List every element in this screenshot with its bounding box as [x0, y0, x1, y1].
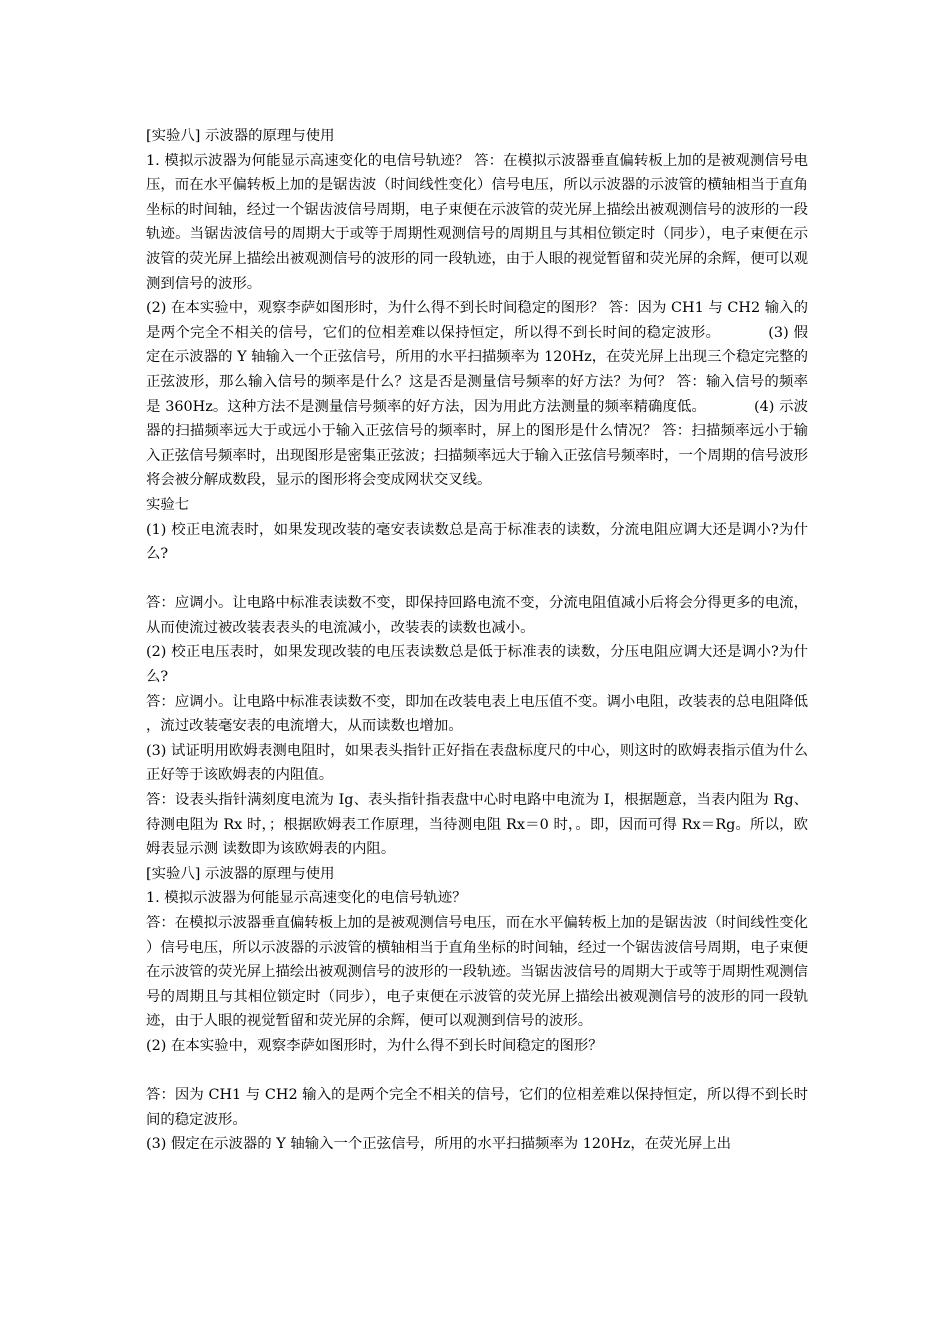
answer-text: 答：设表头指针满刻度电流为 Ig、表头指针指表盘中心时电路中电流为 I，根据题意，当表内阻为 Rg、待测电阻为 Rx 时，；根据欧姆表工作原理，当待测电阻 Rx＝0 时，。即，因而可得 Rx＝Rg。所以，欧姆表显示测 读数即为该欧姆表的内阻。: [146, 792, 808, 858]
question-text: (1) 校正电流表时，如果发现改装的毫安表读数总是高于标准表的读数，分流电阻应调大还是调小?为什么?: [146, 521, 808, 563]
section-heading-experiment-7: 实验七: [146, 496, 190, 513]
question-1-with-answer: 1. 模拟示波器为何能显示高速变化的电信号轨迹？ 答：在模拟示波器垂直偏转板上加的是被观测信号电压，而在水平偏转板上加的是锯齿波（时间线性变化）信号电压，所以示波器的示波管的横轴相当于直角坐标的时间轴，经过一个锯齿波信号周期，电子束便在示波管的荧光屏上描绘出被观测信号的波形的一段轨迹。当锯齿波信号的周期大于或等于周期性观测信号的周期且与其相位锁定时（同步），电子束便在示波管的荧光屏上描绘出被观测信号的波形的同一段轨迹，由于人眼的视觉暂留和荧光屏的余辉，便可以观测到信号的波形。: [146, 152, 808, 292]
answer-text: 答：在模拟示波器垂直偏转板上加的是被观测信号电压，而在水平偏转板上加的是锯齿波（时间线性变化）信号电压，所以示波器的示波管的横轴相当于直角坐标的时间轴，经过一个锯齿波信号周期，电子束便在示波管的荧光屏上描绘出被观测信号的波形的一段轨迹。当锯齿波信号的周期大于或等于周期性观测信号的周期且与其相位锁定时（同步），电子束便在示波管的荧光屏上描绘出被观测信号的波形的同一段轨迹，由于人眼的视觉暂留和荧光屏的余辉，便可以观测到信号的波形。: [146, 915, 808, 1030]
question-text: 1. 模拟示波器为何能显示高速变化的电信号轨迹？: [146, 890, 467, 907]
blank-line: [146, 567, 808, 592]
question-text: (3) 假定在示波器的 Y 轴输入一个正弦信号，所用的水平扫描频率为 120Hz，在荧光屏上出: [146, 1136, 732, 1153]
question-text: (3) 试证明用欧姆表测电阻时，如果表头指针正好指在表盘标度尺的中心，则这时的欧姆表指示值为什么正好等于该欧姆表的内阻值。: [146, 742, 808, 784]
answer-text: 答：应调小。让电路中标准表读数不变，即加在改装电表上电压值不变。调小电阻，改装表的总电阻降低，流过改装毫安表的电流增大，从而读数也增加。: [146, 693, 808, 735]
answer-text: 答：应调小。让电路中标准表读数不变，即保持回路电流不变，分流电阻值减小后将会分得更多的电流，从而使流过被改装表表头的电流减小，改装表的读数也减小。: [146, 595, 808, 636]
section-heading: [实验八] 示波器的原理与使用: [146, 128, 335, 144]
question-2-with-answer: (2) 在本实验中，观察李萨如图形时，为什么得不到长时间稳定的图形？ 答：因为 CH1 与 CH2 输入的是两个完全不相关的信号，它们的位相差难以保持恒定，所以得不到长时间的稳定波形。: [146, 300, 808, 341]
question-block: [146, 296, 808, 493]
question-text: (2) 在本实验中，观察李萨如图形时，为什么得不到长时间稳定的图形？: [146, 1037, 603, 1054]
question-text: (2) 校正电压表时，如果发现改装的电压表读数总是低于标准表的读数，分压电阻应调大还是调小?为什么?: [146, 644, 808, 686]
question-3-with-answer: (3) 假定在示波器的 Y 轴输入一个正弦信号，所用的水平扫描频率为 120Hz，在荧光屏上出现三个稳定完整的正弦波形，那么输入信号的频率是什么？这是否是测量信号频率的好方法？为何？ 答：输入信号的频率是 360Hz。这种方法不是测量信号频率的好方法，因为用此方法测量的频率精确度低。: [146, 324, 808, 415]
blank-line: [146, 1059, 808, 1084]
answer-text: 答：因为 CH1 与 CH2 输入的是两个完全不相关的信号，它们的位相差难以保持恒定，所以得不到长时间的稳定波形。: [146, 1087, 808, 1128]
document-page: [146, 124, 808, 1157]
question-4-with-answer: (4) 示波器的扫描频率远大于或远小于输入正弦信号的频率时，屏上的图形是什么情况？ 答：扫描频率远小于输入正弦信号频率时，出现图形是密集正弦波；扫描频率远大于输入正弦信号频率时，一个周期的信号波形将会被分解成数段，显示的图形将会变成网状交叉线。: [146, 398, 808, 489]
section-heading: [实验八] 示波器的原理与使用: [146, 865, 335, 882]
